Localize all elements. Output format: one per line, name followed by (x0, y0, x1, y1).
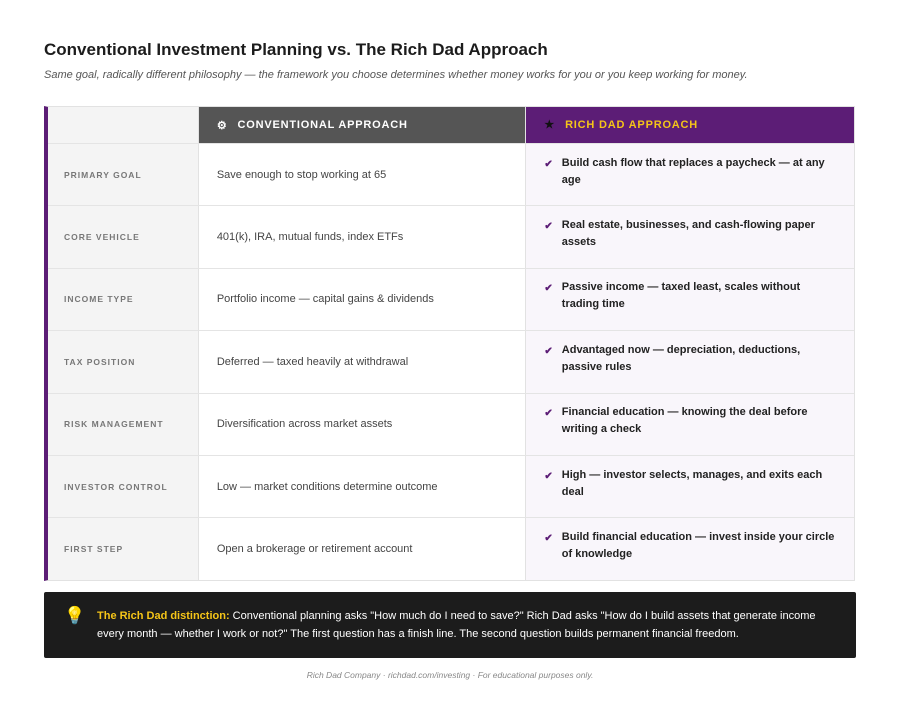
richdad-cell (526, 206, 854, 267)
richdad-cell (526, 518, 854, 579)
row-label: RISK MANAGEMENT (48, 394, 199, 455)
header-conventional (199, 107, 527, 143)
page-subtitle: Same goal, radically different philosophy — the framework you choose determines whether money works for you or you keep working for money. (44, 69, 748, 81)
check-icon: ✔ (544, 533, 553, 545)
conventional-cell: Save enough to stop working at 65 (199, 144, 527, 205)
check-icon: ✔ (544, 408, 553, 420)
header-empty-cell (48, 107, 199, 143)
callout-text: Conventional planning asks "How much do I need to save?" Rich Dad asks "How do I build assets that generate income every month — whether I work or not?" The first question has a finish line. The second question builds permanent financial freedom. (97, 610, 816, 640)
callout-box (44, 592, 856, 658)
header-conventional-label: CONVENTIONAL APPROACH (237, 119, 408, 131)
table-row (48, 143, 854, 205)
footer-note: Rich Dad Company · richdad.com/investing · For educational purposes only. (306, 670, 594, 680)
richdad-cell (526, 394, 854, 455)
header-richdad-label: RICH DAD APPROACH (565, 118, 699, 131)
comparison-table (44, 106, 855, 581)
richdad-text: High — investor selects, manages, and exits each deal (561, 468, 823, 498)
check-icon: ✔ (544, 158, 553, 170)
table-row (48, 455, 854, 517)
richdad-text: Advantaged now — depreciation, deductions, passive rules (561, 343, 801, 373)
richdad-text: Real estate, businesses, and cash-flowing paper assets (561, 219, 815, 249)
row-label: TAX POSITION (48, 331, 199, 392)
check-icon: ✔ (544, 470, 553, 482)
conventional-cell: Portfolio income — capital gains & dividends (199, 269, 527, 330)
table-row (48, 517, 854, 579)
richdad-text: Build financial education — invest inside your circle of knowledge (561, 531, 835, 561)
star-icon: ★ (544, 118, 556, 131)
page-title: Conventional Investment Planning vs. The Rich Dad Approach (44, 40, 548, 59)
richdad-cell (526, 144, 854, 205)
row-label: FIRST STEP (48, 518, 199, 579)
row-label: PRIMARY GOAL (48, 144, 199, 205)
richdad-text: Build cash flow that replaces a paycheck — at any age (561, 156, 825, 186)
conventional-cell: Diversification across market assets (199, 394, 527, 455)
conventional-cell: Deferred — taxed heavily at withdrawal (199, 331, 527, 392)
richdad-cell (526, 269, 854, 330)
table-header-row (48, 107, 854, 143)
richdad-text: Financial education — knowing the deal before writing a check (561, 406, 808, 436)
richdad-text: Passive income — taxed least, scales without trading time (561, 281, 801, 311)
conventional-cell: Open a brokerage or retirement account (199, 518, 527, 579)
check-icon: ✔ (544, 345, 553, 357)
table-row (48, 205, 854, 267)
callout-label: The Rich Dad distinction: (97, 610, 233, 622)
richdad-cell (526, 456, 854, 517)
check-icon: ✔ (544, 221, 553, 233)
richdad-cell (526, 331, 854, 392)
lightbulb-icon: 💡 (64, 606, 86, 625)
table-row (48, 393, 854, 455)
gear-icon: ⚙ (216, 119, 228, 132)
check-icon: ✔ (544, 283, 553, 295)
row-label: INVESTOR CONTROL (48, 456, 199, 517)
conventional-cell: Low — market conditions determine outcome (199, 456, 527, 517)
row-label: INCOME TYPE (48, 269, 199, 330)
table-row (48, 268, 854, 330)
conventional-cell: 401(k), IRA, mutual funds, index ETFs (199, 206, 527, 267)
table-row (48, 330, 854, 392)
row-label: CORE VEHICLE (48, 206, 199, 267)
header-richdad (526, 107, 854, 143)
